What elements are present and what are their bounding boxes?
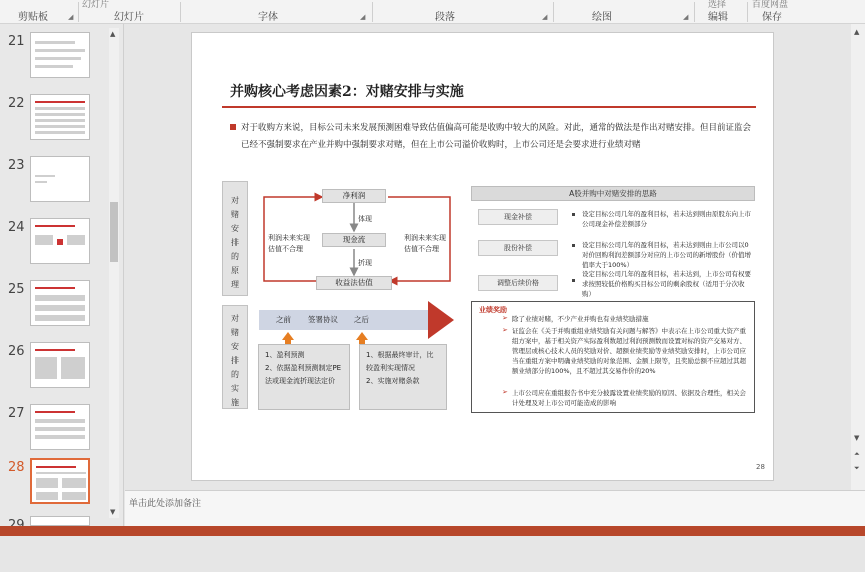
ribbon-group-editing[interactable]: 编辑 xyxy=(708,12,728,23)
dialog-launcher-icon[interactable]: ◢ xyxy=(542,13,548,21)
scroll-down-icon[interactable]: ▼ xyxy=(110,508,116,516)
arrow-up-icon xyxy=(356,332,368,340)
after-step: 1、根据最终审计，比较盈利实现情况 xyxy=(366,351,434,372)
previous-slide-icon[interactable]: ⏶ xyxy=(854,450,860,458)
slide-preview xyxy=(30,404,90,450)
notes-pane[interactable] xyxy=(125,490,865,526)
slide-preview xyxy=(30,218,90,264)
before-steps-box[interactable] xyxy=(258,344,350,410)
after-step: 2、实施对赌条款 xyxy=(366,377,420,385)
approach-description: 设定目标公司几年的盈利目标，若未达到则由上市公司以0对价回购利润差额部分对应的上市公司的新增股份（价值增值率大于100%） xyxy=(582,241,751,269)
approach-share-compensation[interactable]: 股份补偿 xyxy=(478,240,558,256)
ribbon-divider xyxy=(694,2,695,22)
next-slide-icon[interactable]: ⏷ xyxy=(854,464,860,472)
thumbnails-scrollbar[interactable] xyxy=(109,28,119,518)
flow-right-note: 利润未来实现估值不合理 xyxy=(404,234,446,253)
slide-thumbnail[interactable] xyxy=(0,280,110,336)
ribbon-group-font[interactable]: 字体 xyxy=(258,12,278,23)
slide-editing-area xyxy=(125,24,853,490)
slide-preview xyxy=(30,280,90,326)
page-number: 28 xyxy=(756,463,765,471)
approaches-header[interactable]: A股并购中对赌安排的思路 xyxy=(471,186,755,201)
slide-number: 27 xyxy=(8,406,25,421)
slide-preview xyxy=(30,458,90,504)
reward-point: 证监会在《关于并购重组业绩奖励有关问题与解答》中表示在上市公司重大资产重组方案中，基于相关资产实际盈利数超过利润预测数而设置对标的资产交易对方、管理层或核心技术人员的奖励对价、超额业绩奖励等业绩奖励安排时，上市公司应当在重组方案中明确业绩奖励的对象范围、金额上限等，且奖励总额不应超过其超额业绩部分的100%，且不超过其交易作价的20% xyxy=(512,327,746,375)
slide-thumbnail[interactable] xyxy=(0,516,110,572)
ribbon-group-save[interactable]: 保存 xyxy=(762,12,782,23)
slide-number: 21 xyxy=(8,34,25,49)
slide-scrollbar[interactable] xyxy=(851,24,865,490)
scroll-down-icon[interactable]: ▼ xyxy=(854,434,860,442)
ribbon-group-clipboard[interactable]: 剪贴板 xyxy=(18,12,48,23)
slide-thumbnail[interactable] xyxy=(0,156,110,212)
slide-preview xyxy=(30,32,90,78)
dialog-launcher-icon[interactable]: ◢ xyxy=(683,13,689,21)
slide-title[interactable]: 并购核心考虑因素2：对赌安排与实施 xyxy=(230,84,464,100)
arrow-right-icon: ➢ xyxy=(502,326,508,334)
ribbon-ghost-label: 幻灯片 xyxy=(82,0,110,10)
before-step: 2、依据盈利预测制定PE法或现金流折现法定价 xyxy=(265,364,342,385)
slide-number: 22 xyxy=(8,96,25,111)
reward-point: 除了业绩对赌，不少产业并购也有业绩奖励措施 xyxy=(512,315,649,323)
flow-label-reflect: 体现 xyxy=(358,215,372,223)
notes-placeholder[interactable]: 单击此处添加备注 xyxy=(129,499,202,509)
timeline-after: 之后 xyxy=(354,315,369,324)
bullet-square-icon xyxy=(230,124,236,130)
ribbon-divider xyxy=(747,2,748,22)
performance-reward-title: 业绩奖励 xyxy=(479,306,507,314)
ribbon-divider xyxy=(180,2,181,22)
approach-price-adjustment[interactable]: 调整后续价格 xyxy=(478,275,558,291)
before-step: 1、盈利预测 xyxy=(265,351,305,359)
slide-number: 24 xyxy=(8,220,25,235)
arrow-right-icon: ➢ xyxy=(502,388,508,396)
timeline-before: 之前 xyxy=(276,315,291,324)
scroll-up-icon[interactable]: ▲ xyxy=(854,28,860,36)
arrow-up-icon xyxy=(282,332,294,340)
flow-box-valuation[interactable]: 收益法估值 xyxy=(316,276,392,290)
slide-thumbnail-selected[interactable] xyxy=(0,458,110,514)
dialog-launcher-icon[interactable]: ◢ xyxy=(68,13,74,21)
slide-thumbnail[interactable] xyxy=(0,404,110,460)
slide-thumbnail[interactable] xyxy=(0,218,110,274)
slide-thumbnail[interactable] xyxy=(0,342,110,398)
ribbon-ghost-label: 百度网盘 xyxy=(752,0,789,10)
principle-label: 对赌安排的原理 xyxy=(222,181,248,296)
timeline-arrowhead xyxy=(428,301,454,339)
slide-preview xyxy=(30,342,90,388)
flow-left-note: 利润未来实现估值不合理 xyxy=(268,234,310,253)
ribbon-ghost-label: 选择 xyxy=(708,0,727,10)
slide-preview xyxy=(30,94,90,140)
scroll-up-icon[interactable]: ▲ xyxy=(110,30,116,38)
flow-label-discount: 折现 xyxy=(358,259,372,267)
flow-box-cash-flow[interactable]: 现金流 xyxy=(322,233,386,247)
title-underline xyxy=(222,106,756,108)
slide-number: 23 xyxy=(8,158,25,173)
slide-thumbnail[interactable] xyxy=(0,32,110,88)
scrollbar-thumb[interactable] xyxy=(110,202,118,262)
ribbon-divider xyxy=(372,2,373,22)
slide-number: 28 xyxy=(8,460,25,475)
implementation-label: 对赌安排的实施 xyxy=(222,305,248,409)
timeline-sign: 签署协议 xyxy=(308,315,338,324)
slide-thumbnail[interactable] xyxy=(0,94,110,150)
slide-preview xyxy=(30,516,90,526)
approach-description: 设定目标公司几年的盈利目标，若未达到，上市公司有权要求按照较低价格购买目标公司的剩余股权（适用于分次收购） xyxy=(582,270,751,298)
ribbon-group-drawing[interactable]: 绘图 xyxy=(592,12,612,23)
ribbon-group-slides[interactable]: 幻灯片 xyxy=(114,12,144,23)
after-steps-box[interactable] xyxy=(359,344,447,410)
reward-point: 上市公司应在重组报告书中充分披露设置业绩奖励的原因、依据及合理性，相关会计处理及对上市公司可能造成的影响 xyxy=(512,389,746,407)
approach-cash-compensation[interactable]: 现金补偿 xyxy=(478,209,558,225)
slide-thumbnails-pane xyxy=(0,24,124,526)
arrow-right-icon: ➢ xyxy=(502,314,508,322)
ribbon xyxy=(0,0,865,24)
slide-number: 25 xyxy=(8,282,25,297)
slide-number: 26 xyxy=(8,344,25,359)
dialog-launcher-icon[interactable]: ◢ xyxy=(360,13,366,21)
approach-description: 设定目标公司几年的盈利目标，若未达到则由原股东向上市公司现金补偿差额部分 xyxy=(582,210,751,228)
status-bar xyxy=(0,526,865,536)
current-slide[interactable] xyxy=(191,32,774,481)
ribbon-divider xyxy=(78,2,79,22)
ribbon-group-paragraph[interactable]: 段落 xyxy=(435,12,455,23)
intro-paragraph[interactable]: 对于收购方来说，目标公司未来发展预测困难导致估值偏高可能是收购中较大的风险。对此，通常的做法是作出对赌安排。但目前证监会已经不强制要求在产业并购中强制要求对赌，但在上市公司溢价收购时，上市公司还是会要求进行业绩对赌 xyxy=(241,123,752,150)
slide-preview xyxy=(30,156,90,202)
flow-box-net-profit[interactable]: 净利润 xyxy=(322,189,386,203)
ribbon-divider xyxy=(553,2,554,22)
